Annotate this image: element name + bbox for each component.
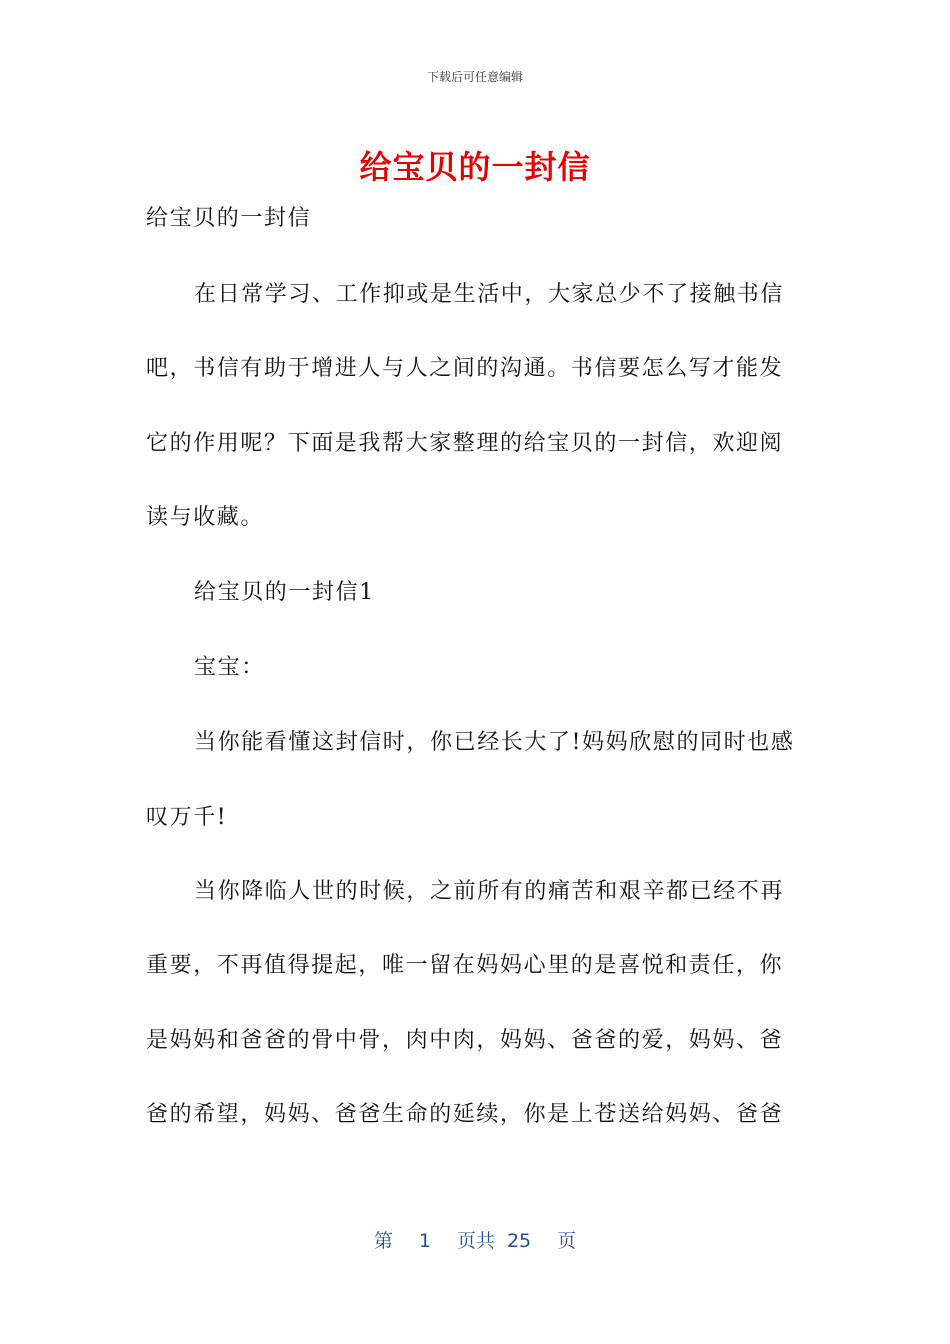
paragraph-line: 在日常学习、工作抑或是生活中，大家总少不了接触书信 [194, 282, 785, 307]
paragraph-line: 爸的希望，妈妈、爸爸生命的延续，你是上苍送给妈妈、爸爸 [146, 1102, 784, 1127]
paragraph-line: 它的作用呢？下面是我帮大家整理的给宝贝的一封信，欢迎阅 [146, 431, 784, 456]
footer-page-number: 1 [418, 1230, 431, 1252]
paragraph-line: 重要，不再值得提起，唯一留在妈妈心里的是喜悦和责任，你 [146, 953, 784, 978]
paragraph-line: 当你能看懂这封信时，你已经长大了!妈妈欣慰的同时也感 [194, 730, 795, 755]
paragraph-line: 叹万千! [146, 805, 228, 830]
paragraph-line: 读与收藏。 [146, 505, 265, 530]
subtitle-line: 给宝贝的一封信 [146, 206, 312, 231]
footer-page-suffix: 页 [557, 1230, 577, 1252]
footer-page-mid: 页共 [456, 1230, 495, 1252]
footer-page-total: 25 [506, 1230, 532, 1252]
document-title: 给宝贝的一封信 [359, 148, 591, 186]
page-footer [0, 1226, 950, 1253]
paragraph-line: 当你降临人世的时候，之前所有的痛苦和艰辛都已经不再 [194, 879, 785, 904]
letter-heading: 给宝贝的一封信1 [194, 580, 375, 605]
salutation: 宝宝： [194, 655, 265, 680]
footer-page-prefix: 第 [373, 1230, 393, 1252]
paragraph-line: 吧，书信有助于增进人与人之间的沟通。书信要怎么写才能发 [146, 356, 784, 381]
paragraph-line: 是妈妈和爸爸的骨中骨，肉中肉，妈妈、爸爸的爱，妈妈、爸 [146, 1028, 784, 1053]
header-note: 下载后可任意编辑 [426, 70, 523, 84]
